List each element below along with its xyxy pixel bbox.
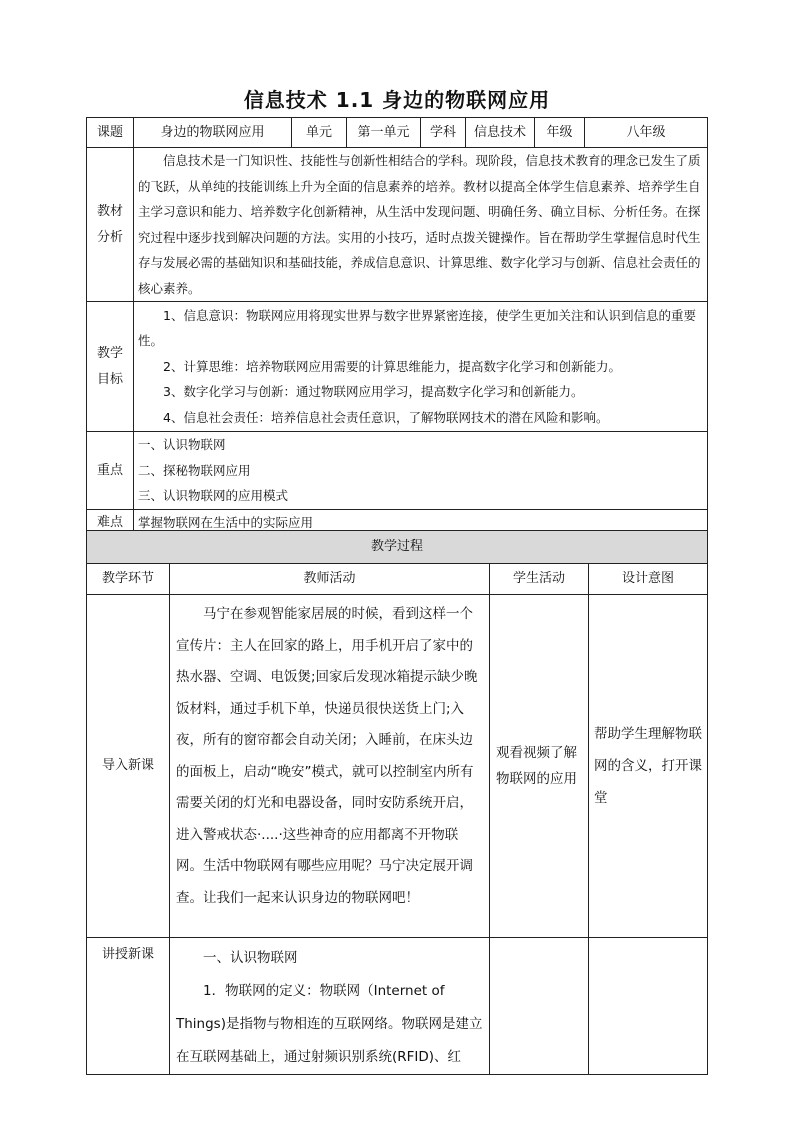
col-student: 学生活动 <box>490 564 589 595</box>
topic-row <box>87 118 708 148</box>
col-teacher: 教师活动 <box>170 564 490 595</box>
analysis-text: 信息技术是一门知识性、技能性与创新性相结合的学科。现阶段，信息技术教育的理念已发生了质的飞跃，从单纯的技能训练上升为全面的信息素养的培养。教材以提高全体学生信息素养、培养学生自主学习意识和能力、培养数字化创新精神，从生活中发现问题、明确任务、确立目标、分析任务。在探究过程中逐步找到解决问题的方法。实用的小技巧，适时点拨关键操作。旨在帮助学生掌握信息时代生存与发展必需的基础知识和基础技能，养成信息意识、计算思维、数字化学习与创新、信息社会责任的核心素养。 <box>134 148 708 302</box>
goals-text <box>134 302 708 432</box>
goal-item: 4、信息社会责任：培养信息社会责任意识，了解物联网技术的潜在风险和影响。 <box>163 409 609 425</box>
process-columns-row <box>87 564 708 595</box>
new-lesson-design-intent <box>589 938 708 1075</box>
goals-label <box>87 302 134 432</box>
intro-student-activity: 观看视频了解物联网的应用 <box>490 595 589 938</box>
key-points <box>134 432 708 510</box>
analysis-row <box>87 148 708 302</box>
teaching-process-table <box>86 530 708 1075</box>
col-stage: 教学环节 <box>87 564 170 595</box>
new-lesson-teacher-activity <box>170 938 490 1075</box>
topic-label: 课题 <box>87 118 134 148</box>
key-points-row <box>87 432 708 510</box>
goal-item: 1、信息意识：物联网应用将现实世界与数字世界紧密连接，使学生更加关注和认识到信息的重要性。 <box>138 307 696 349</box>
intro-row <box>87 595 708 938</box>
goal-item: 2、计算思维：培养物联网应用需要的计算思维能力，提高数字化学习和创新能力。 <box>163 358 621 374</box>
difficulty-text: 掌握物联网在生活中的实际应用 <box>134 509 708 536</box>
key-point-item: 二、探秘物联网应用 <box>138 462 251 478</box>
unit-value: 第一单元 <box>347 118 421 148</box>
new-lesson-heading: 一、认识物联网 <box>203 950 298 966</box>
analysis-label-line1: 教材 <box>96 204 123 219</box>
new-lesson-student-activity <box>490 938 589 1075</box>
document-title: 信息技术 1.1 身边的物联网应用 <box>243 88 551 112</box>
subject-label: 学科 <box>421 118 466 148</box>
goals-row <box>87 302 708 432</box>
col-design: 设计意图 <box>589 564 708 595</box>
key-point-item: 一、认识物联网 <box>138 437 226 452</box>
grade-label: 年级 <box>535 118 585 148</box>
key-label: 重点 <box>87 432 134 510</box>
intro-design-intent: 帮助学生理解物联网的含义，打开课堂 <box>589 595 708 938</box>
new-lesson-definition: 1．物联网的定义：物联网（Internet of Things)是指物与物相连的互联网络。物联网是建立在互联网基础上，通过射频识别系统(RFID)、红 <box>176 983 483 1065</box>
difficulty-label: 难点 <box>87 509 134 536</box>
unit-label: 单元 <box>292 118 347 148</box>
goals-label-line2: 目标 <box>96 371 123 387</box>
key-point-item: 三、认识物联网的应用模式 <box>138 488 289 503</box>
goal-item: 3、数字化学习与创新：通过物联网应用学习，提高数字化学习和创新能力。 <box>163 384 584 400</box>
analysis-label-line2: 分析 <box>96 229 123 245</box>
intro-stage: 导入新课 <box>87 595 170 938</box>
subject-value: 信息技术 <box>466 118 535 148</box>
process-header: 教学过程 <box>87 531 708 564</box>
new-lesson-row <box>87 938 708 1075</box>
intro-teacher-activity: 马宁在参观智能家居展的时候，看到这样一个宣传片：主人在回家的路上，用手机开启了家中的热水器、空调、电饭煲;回家后发现冰箱提示缺少晚饭材料，通过手机下单，快递员很快送货上门;入夜，所有的窗帘都会自动关闭；入睡前，在床头边的面板上，启动“晚安”模式，就可以控制室内所有需要关闭的灯光和电器设备，同时安防系统开启，进入警戒状态·....·这些神奇的应用都离不开物联网。生活中物联网有哪些应用呢？马宁决定展开调查。让我们一起来认识身边的物联网吧！ <box>170 595 490 938</box>
goals-label-line1: 教学 <box>96 346 123 361</box>
analysis-label <box>87 148 134 302</box>
grade-value: 八年级 <box>585 118 708 148</box>
new-lesson-stage: 讲授新课 <box>87 938 170 1075</box>
topic-value: 身边的物联网应用 <box>134 118 292 148</box>
lesson-info-table <box>86 117 708 536</box>
process-header-row <box>87 531 708 564</box>
